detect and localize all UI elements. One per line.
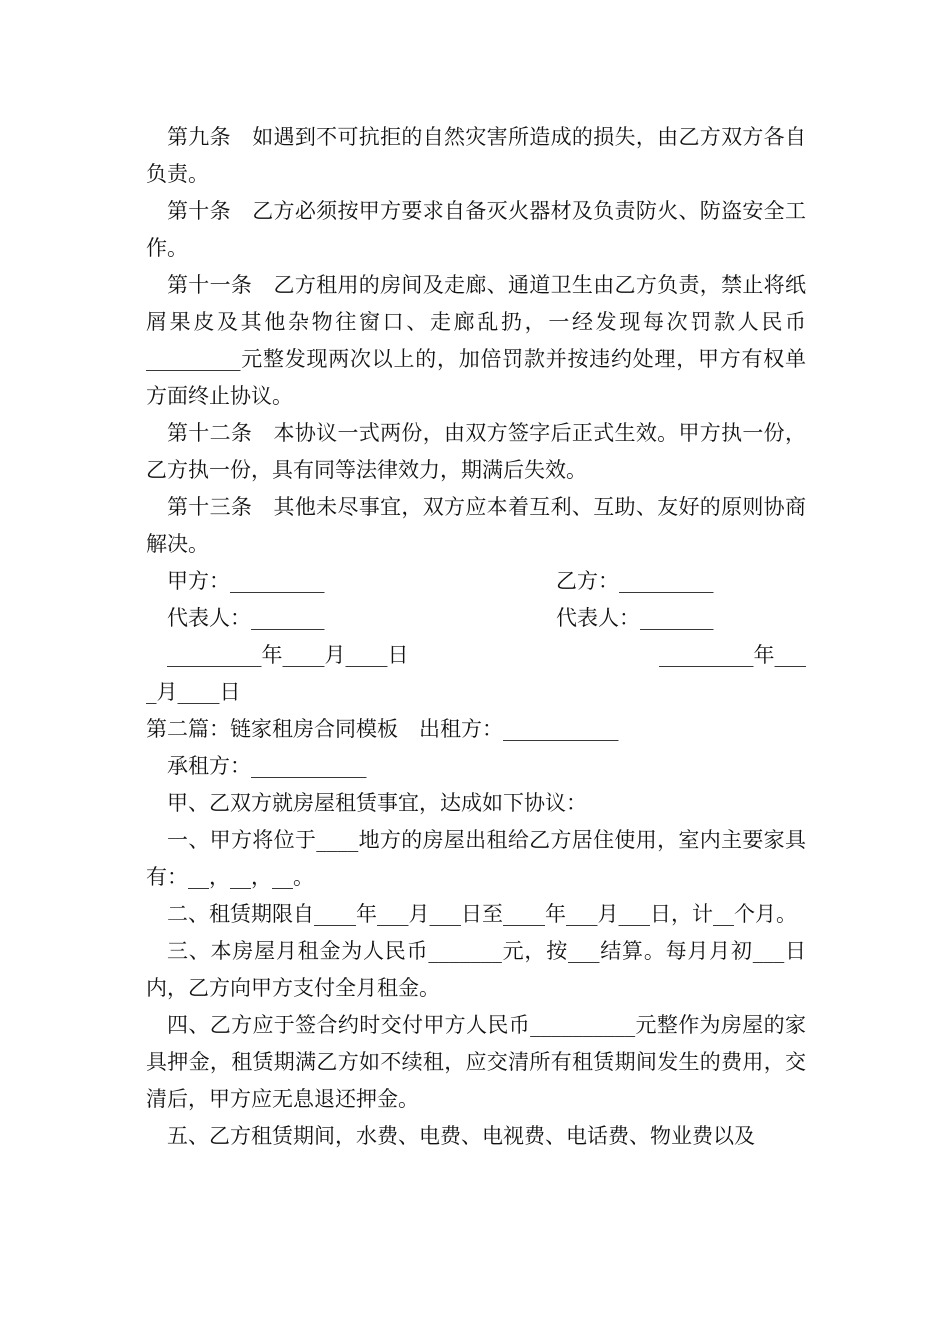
date-b-line2: _月____日 <box>146 680 241 704</box>
article-12: 第十二条 本协议一式两份，由双方签字后正式生效。甲方执一份，乙方执一份，具有同等法律效力，期满后失效。 <box>146 421 806 482</box>
document-page <box>146 119 806 1155</box>
party-a-signature: 甲方：_________ <box>167 569 325 593</box>
section2-heading: 第二篇：链家租房合同模板 出租方：___________ <box>146 717 619 741</box>
section2-tenant: 承租方：___________ <box>167 754 367 778</box>
party-b-signature: 乙方：_________ <box>556 569 714 593</box>
article-11: 第十一条 乙方租用的房间及走廊、通道卫生由乙方负责，禁止将纸屑果皮及其他杂物往窗口、走廊乱扔，一经发现每次罚款人民币_________元整发现两次以上的，加倍罚款并按违约处理，甲方有权单方面终止协议。 <box>146 273 806 408</box>
clause-5: 五、乙方租赁期间，水费、电费、电视费、电话费、物业费以及 <box>167 1124 755 1148</box>
signature-party-row <box>146 563 806 600</box>
article-9: 第九条 如遇到不可抗拒的自然灾害所造成的损失，由乙方双方各自负责。 <box>146 125 806 186</box>
clause-3: 三、本房屋月租金为人民币_______元，按___结算。每月月初___日内，乙方向甲方支付全月租金。 <box>146 939 806 1000</box>
article-10: 第十条 乙方必须按甲方要求自备灭火器材及负责防火、防盗安全工作。 <box>146 199 806 260</box>
signature-date-row <box>146 637 806 674</box>
signature-rep-row <box>146 600 806 637</box>
rep-b-signature: 代表人：_______ <box>556 606 714 630</box>
rep-a-signature: 代表人：_______ <box>167 606 325 630</box>
article-13: 第十三条 其他未尽事宜，双方应本着互利、互助、友好的原则协商解决。 <box>146 495 806 556</box>
clause-4: 四、乙方应于签合约时交付甲方人民币__________元整作为房屋的家具押金，租赁期满乙方如不续租，应交清所有租赁期间发生的费用，交清后，甲方应无息退还押金。 <box>146 1013 806 1111</box>
clause-2: 二、租赁期限自____年___月___日至____年___月___日，计__个月。 <box>167 902 797 926</box>
clause-1: 一、甲方将位于____地方的房屋出租给乙方居住使用，室内主要家具有：__，__，__。 <box>146 828 806 889</box>
date-a: _________年____月____日 <box>167 643 409 667</box>
section2-intro: 甲、乙双方就房屋租赁事宜，达成如下协议： <box>167 791 587 815</box>
date-b-line1: _________年___ <box>659 643 806 667</box>
